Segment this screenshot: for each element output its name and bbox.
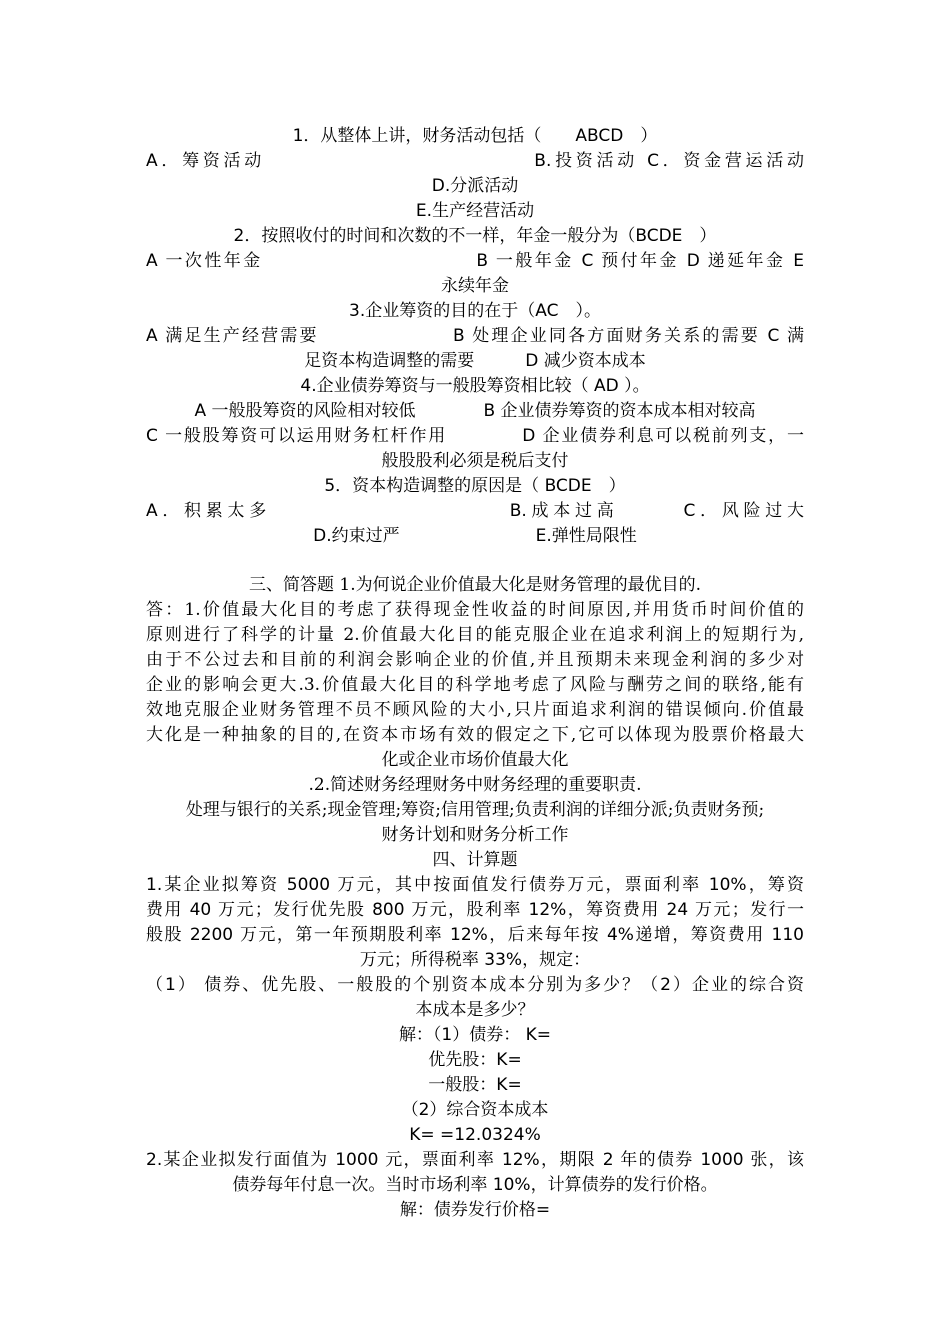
q5-title: 5．资本构造调整的原因是（ BCDE ） (324, 476, 626, 496)
answer-line-6: 大化是一种抽象的目的,在资本市场有效的假定之下,它可以体现为股票价格最大 (146, 725, 804, 745)
calc1-question-1: （1） 债券、优先股、一般股的个别资本成本分别为多少？（2）企业的综合资 (146, 975, 804, 995)
answer-line-5: 效地克服企业财务管理不员不顾风险的大小,只片面追求利润的错误倾向.价值最 (146, 700, 804, 720)
answer-line-7: 化或企业市场价值最大化 (381, 750, 569, 770)
q2-short-answer-2: 财务计划和财务分析工作 (381, 825, 569, 845)
calc1-line-4: 万元；所得税率 33%，规定： (359, 950, 591, 970)
q1-option-e: E.生产经营活动 (415, 201, 535, 221)
q2-options-cont: 永续年金 (441, 276, 509, 296)
calc2-line-1: 2.某企业拟发行面值为 1000 元，票面利率 12%，期限 2 年的债券 1000 张，该 (146, 1150, 804, 1170)
q2-title: 2．按照收付的时间和次数的不一样，年金一般分为（BCDE ） (233, 226, 717, 246)
calc1-solution-overall: （2）综合资本成本 (401, 1100, 549, 1120)
q3-options-cont: 足资本构造调整的需要 D 减少资本成本 (304, 351, 646, 371)
q1-options-a-c: A．筹资活动 B.投资活动 C．资金营运活动 (146, 151, 804, 171)
calc2-solution: 解：债券发行价格= (399, 1200, 551, 1220)
q4-options-ab: A 一般股筹资的风险相对较低 B 企业债券筹资的资本成本相对较高 (194, 401, 756, 421)
calc1-solution-common: 一般股：K= (428, 1075, 522, 1095)
calc2-line-2: 债券每年付息一次。当时市场利率 10%，计算债券的发行价格。 (232, 1175, 718, 1195)
q5-options-a-c: A．积累太多 B.成本过高 C．风险过大 (146, 501, 804, 521)
q1-title: 1．从整体上讲，财务活动包括（ ABCD ） (292, 126, 658, 146)
calc1-result: K= =12.0324% (409, 1125, 541, 1145)
q2-short-answer-1: 处理与银行的关系;现金管理;筹资;信用管理;负责利润的详细分派;负责财务预; (185, 800, 765, 820)
calc1-line-2: 费用 40 万元；发行优先股 800 万元，股利率 12%，筹资费用 24 万元；发行一 (146, 900, 804, 920)
calc1-solution-preferred: 优先股：K= (428, 1050, 522, 1070)
answer-line-3: 由于不公过去和目前的利润会影响企业的价值,并且预期未来现金利润的多少对 (146, 650, 804, 670)
q4-options-cont: 般股股利必须是税后支付 (381, 451, 569, 471)
answer-line-4: 企业的影响会更大.3.价值最大化目的科学地考虑了风险与酬劳之间的联络,能有 (146, 675, 804, 695)
calc1-line-1: 1.某企业拟筹资 5000 万元，其中按面值发行债券万元，票面利率 10%，筹资 (146, 875, 804, 895)
calc1-line-3: 般股 2200 万元，第一年预期股利率 12%，后来每年按 4%递增，筹资费用 110 (146, 925, 804, 945)
q1-option-d: D.分派活动 (431, 176, 519, 196)
q3-options: A 满足生产经营需要 B 处理企业同各方面财务关系的需要 C 满 (146, 326, 804, 346)
calc-heading: 四、计算题 (432, 850, 518, 870)
q4-options-cd: C 一般股筹资可以运用财务杠杆作用 D 企业债券利息可以税前列支，一 (146, 426, 804, 446)
calc1-solution-bond: 解：（1）债券： K= (398, 1025, 552, 1045)
answer-line-1: 答：1.价值最大化目的考虑了获得现金性收益的时间原因,并用货币时间价值的 (146, 600, 804, 620)
q4-title: 4.企业债券筹资与一般股筹资相比较（ AD ）。 (300, 376, 650, 396)
q2-short-heading: .2.简述财务经理财务中财务经理的重要职责. (308, 775, 642, 795)
short-answer-heading: 三、简答题 1.为何说企业价值最大化是财务管理的最优目的. (248, 575, 702, 595)
q2-options: A 一次性年金 B 一般年金 C 预付年金 D 递延年金 E (146, 251, 804, 271)
answer-line-2: 原则进行了科学的计量 2.价值最大化目的能克服企业在追求利润上的短期行为, (146, 625, 804, 645)
calc1-question-2: 本成本是多少？ (415, 1000, 535, 1020)
q3-title: 3.企业筹资的目的在于（AC ）。 (349, 301, 601, 321)
q5-options-d-e: D.约束过严 E.弹性局限性 (313, 526, 637, 546)
